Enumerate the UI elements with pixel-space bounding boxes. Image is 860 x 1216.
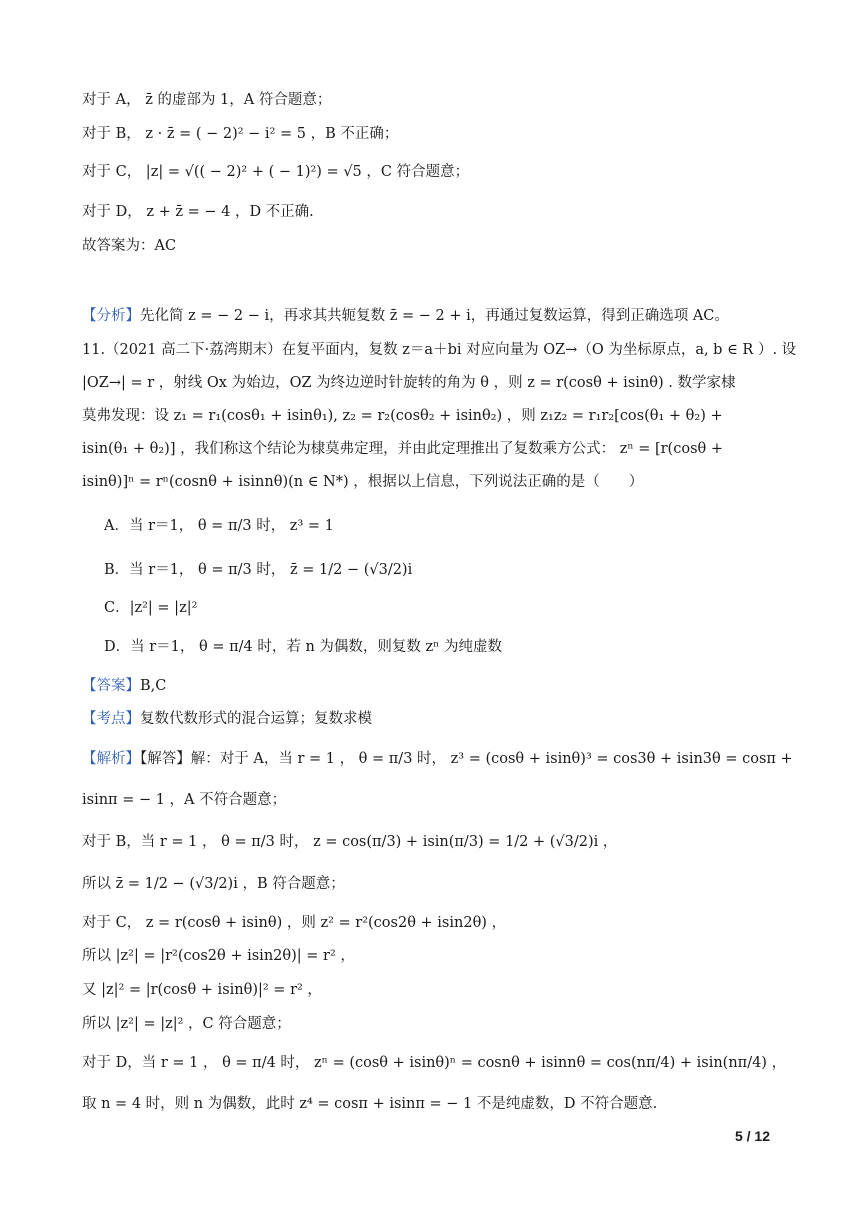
solution-line: 又 |z|² = |r(cosθ + isinθ)|² = r² ， — [82, 982, 322, 998]
answer-tag: 【答案】 — [82, 678, 140, 694]
question-line: 11.（2021 高二下·荔湾期末）在复平面内，复数 z＝a＋bi 对应向量为 OZ→（O 为坐标原点，a, b ∈ R ）. 设 — [82, 342, 797, 358]
option-d: D．当 r＝1， θ = π/4 时，若 n 为偶数，则复数 zⁿ 为纯虚数 — [104, 639, 503, 655]
text-line-b: 对于 B， z · z̄ = ( − 2)² − i² = 5 ，B 不正确； — [82, 126, 399, 142]
analysis-text: 先化简 z = − 2 − i，再求其共轭复数 z̄ = − 2 + i，再通过复数运算，得到正确选项 AC。 — [140, 308, 729, 324]
text-line-answer: 故答案为：AC — [82, 238, 177, 254]
solution-line: 取 n = 4 时，则 n 为偶数，此时 z⁴ = cosπ + isinπ = − 1 不是纯虚数，D 不符合题意. — [82, 1096, 658, 1112]
solution-line: 对于 D，当 r = 1 ， θ = π/4 时， zⁿ = (cosθ + isinθ)ⁿ = cosnθ + isinnθ = cos(nπ/4) + isin(nπ/4) ， — [82, 1055, 787, 1071]
analysis-line — [82, 306, 800, 326]
text-line-d: 对于 D， z + z̄ = − 4 ，D 不正确. — [82, 204, 314, 220]
option-c: C．|z²| = |z|² — [104, 600, 198, 616]
solution-tag: 【解析】 — [82, 751, 140, 767]
solution-line: 对于 C， z = r(cosθ + isinθ) ，则 z² = r²(cos2θ + isin2θ) ， — [82, 915, 507, 931]
question-line: isin(θ₁ + θ₂)] ，我们称这个结论为棣莫弗定理，并由此定理推出了复数乘方公式： zⁿ = [r(cosθ + — [82, 441, 723, 457]
option-b: B．当 r＝1， θ = π/3 时， z̄ = 1/2 − (√3/2)i — [104, 562, 413, 578]
point-text: 复数代数形式的混合运算；复数求模 — [140, 711, 372, 727]
point-line — [82, 709, 800, 729]
solution-line: 对于 B，当 r = 1 ， θ = π/3 时， z = cos(π/3) + isin(π/3) = 1/2 + (√3/2)i ， — [82, 834, 618, 850]
solution-first-text: 【解答】解：对于 A，当 r = 1 ， θ = π/3 时， z³ = (cosθ + isinθ)³ = cos3θ + isin3θ = cosπ + — [140, 751, 793, 767]
solution-line: isinπ = − 1 ，A 不符合题意； — [82, 792, 287, 808]
text-line-c: 对于 C， |z| = √(( − 2)² + ( − 1)²) = √5 ，C 符合题意； — [82, 164, 470, 180]
answer-text: B,C — [140, 678, 167, 694]
option-a: A．当 r＝1， θ = π/3 时， z³ = 1 — [104, 518, 334, 534]
solution-line: 所以 |z²| = |r²(cos2θ + isin2θ)| = r² ， — [82, 948, 355, 964]
text-line-a: 对于 A， z̄ 的虚部为 1，A 符合题意； — [82, 92, 332, 108]
solution-line: 所以 z̄ = 1/2 − (√3/2)i ，B 符合题意； — [82, 876, 345, 892]
solution-first-line — [82, 749, 800, 769]
answer-line — [82, 676, 800, 696]
question-line: isinθ)]ⁿ = rⁿ(cosnθ + isinnθ)(n ∈ N*) ，根据以上信息，下列说法正确的是（ ） — [82, 474, 644, 490]
point-tag: 【考点】 — [82, 711, 140, 727]
analysis-tag: 【分析】 — [82, 308, 140, 324]
question-line: 莫弗发现：设 z₁ = r₁(cosθ₁ + isinθ₁), z₂ = r₂(cosθ₂ + isinθ₂) ，则 z₁z₂ = r₁r₂[cos(θ₁ + θ₂) + — [82, 408, 723, 424]
page-number: 5 / 12 — [734, 1128, 770, 1144]
solution-line: 所以 |z²| = |z|² ，C 符合题意； — [82, 1016, 291, 1032]
question-line: |OZ→| = r ，射线 Ox 为始边，OZ 为终边逆时针旋转的角为 θ ，则 z = r(cosθ + isinθ) . 数学家棣 — [82, 375, 736, 391]
